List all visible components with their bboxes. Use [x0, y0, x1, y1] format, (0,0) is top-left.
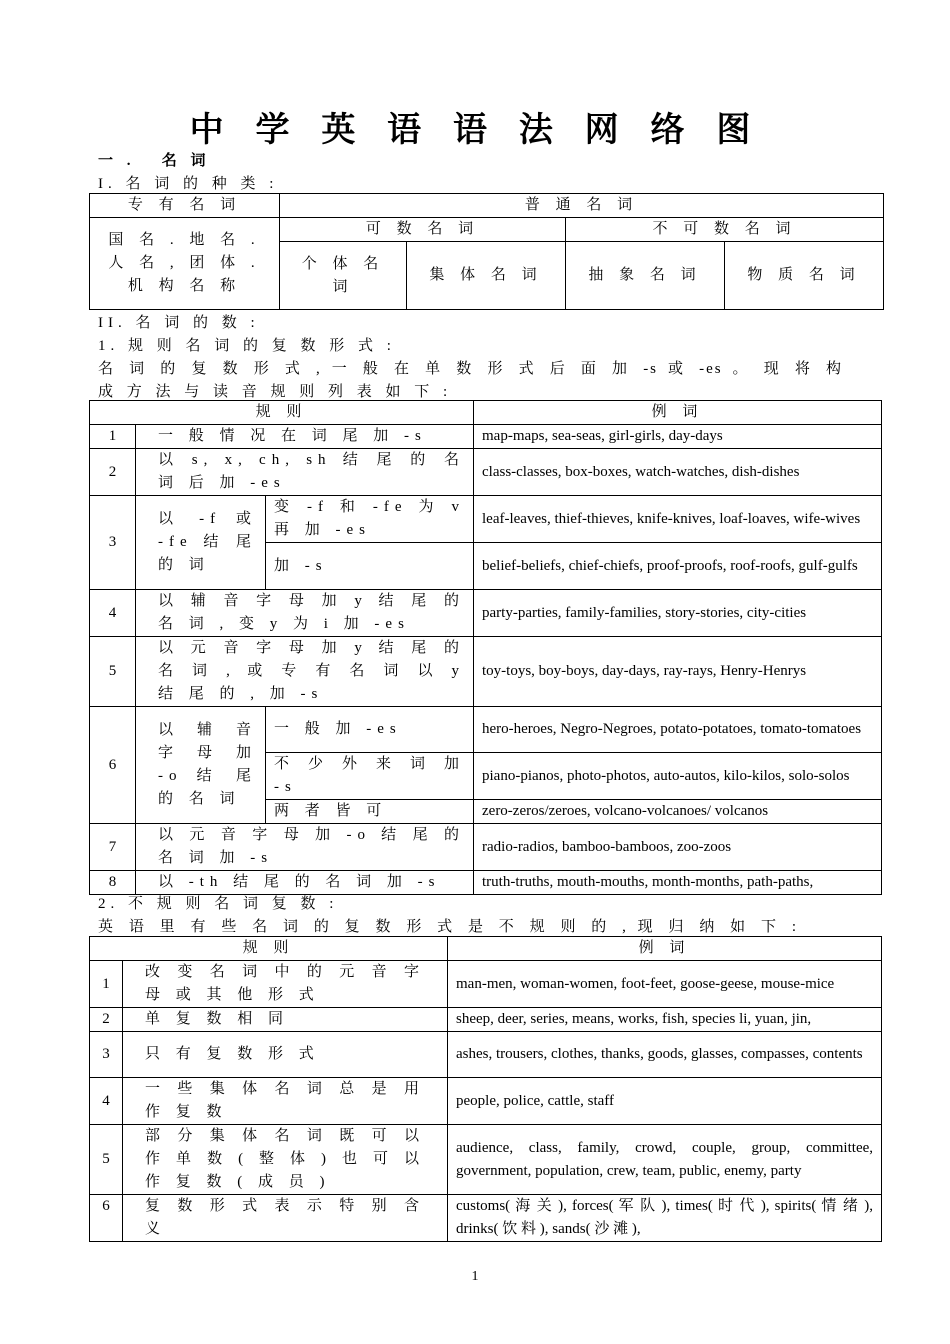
example-text: map-maps, sea-seas, girl-girls, day-days: [474, 425, 882, 449]
table-row: [90, 1032, 882, 1078]
example-text: sheep, deer, series, means, works, fish, species li, yuan, jin,: [448, 1008, 882, 1032]
section-heading-nouns: [98, 149, 211, 170]
example-text: truth-truths, mouth-mouths, month-months, path-paths,: [474, 871, 882, 895]
row-number: 4: [90, 1078, 123, 1125]
rule-text: 以 元 音 字 母 加 -o 结 尾 的 名 词 加 -s: [136, 824, 474, 871]
row-number: 2: [90, 449, 136, 496]
table-row: [90, 824, 882, 871]
rule-text: 一 些 集 体 名 词 总 是 用 作 复 数: [123, 1078, 448, 1125]
example-text: people, police, cattle, staff: [448, 1078, 882, 1125]
example-text: audience, class, family, crowd, couple, group, committee, government, population, crew, team, public, enemy, party: [448, 1125, 882, 1195]
rule-text: 一 般 情 况 在 词 尾 加 -s: [136, 425, 474, 449]
row-number: 1: [90, 961, 123, 1008]
rule-text: 以 -f 或 -fe 结 尾 的 词: [136, 496, 266, 590]
sub-rule-text: 变 -f 和 -fe 为 v 再 加 -es: [266, 496, 474, 543]
example-column-header: 例 词: [448, 937, 882, 961]
example-text: toy-toys, boy-boys, day-days, ray-rays, Henry-Henrys: [474, 637, 882, 707]
irregular-plural-table: [89, 936, 882, 1242]
example-column-header: 例 词: [474, 401, 882, 425]
example-text: belief-beliefs, chief-chiefs, proof-proofs, roof-roofs, gulf-gulfs: [474, 543, 882, 590]
row-number: 3: [90, 496, 136, 590]
rule-column-header: 规 则: [90, 401, 474, 425]
table-row: [90, 961, 882, 1008]
regular-intro-line-1: 名 词 的 复 数 形 式 , 一 般 在 单 数 形 式 后 面 加 -s 或 -es 。 现 将 构: [98, 361, 843, 377]
uncountable-noun-header: 不 可 数 名 词: [566, 218, 884, 242]
material-noun: 物 质 名 词: [725, 242, 884, 310]
table-row: [90, 1008, 882, 1032]
table-row: [90, 449, 882, 496]
rule-column-header: 规 则: [90, 937, 448, 961]
example-text: man-men, woman-women, foot-feet, goose-geese, mouse-mice: [448, 961, 882, 1008]
sub-rule-text: 不 少 外 来 词 加 -s: [266, 753, 474, 800]
regular-plural-heading: 1. 规 则 名 词 的 复 数 形 式 :: [98, 338, 396, 354]
kinds-heading: I. 名 词 的 种 类 :: [98, 176, 279, 192]
common-noun-header: 普 通 名 词: [280, 194, 884, 218]
row-number: 6: [90, 1195, 123, 1242]
table-row: [90, 1125, 882, 1195]
abstract-noun: 抽 象 名 词: [566, 242, 725, 310]
example-text: radio-radios, bamboo-bamboos, zoo-zoos: [474, 824, 882, 871]
row-number: 3: [90, 1032, 123, 1078]
rule-text: 只 有 复 数 形 式: [123, 1032, 448, 1078]
table-row: [90, 496, 882, 543]
table-row: [90, 1195, 882, 1242]
rule-text: 部 分 集 体 名 词 既 可 以 作 单 数 ( 整 体 ) 也 可 以 作 复 数 ( 成 员 ): [123, 1125, 448, 1195]
proper-noun-description: 国 名 . 地 名 . 人 名 , 团 体 . 机 构 名 称: [90, 218, 280, 310]
example-text: leaf-leaves, thief-thieves, knife-knives, loaf-loaves, wife-wives: [474, 496, 882, 543]
example-text: class-classes, box-boxes, watch-watches, dish-dishes: [474, 449, 882, 496]
countable-noun-header: 可 数 名 词: [280, 218, 566, 242]
row-number: 5: [90, 637, 136, 707]
row-number: 8: [90, 871, 136, 895]
rule-text: 以 -th 结 尾 的 名 词 加 -s: [136, 871, 474, 895]
individual-noun: 个 体 名 词: [280, 242, 407, 310]
rule-text: 改 变 名 词 中 的 元 音 字 母 或 其 他 形 式: [123, 961, 448, 1008]
example-text: party-parties, family-families, story-stories, city-cities: [474, 590, 882, 637]
number-heading: II. 名 词 的 数 :: [98, 315, 260, 331]
rule-text: 以 辅 音 字 母 加 -o 结 尾 的 名 词: [136, 707, 266, 824]
irregular-plural-heading: 2. 不 规 则 名 词 复 数 :: [98, 896, 339, 912]
example-text: hero-heroes, Negro-Negroes, potato-potatoes, tomato-tomatoes: [474, 707, 882, 753]
regular-plural-table: [89, 400, 882, 895]
sub-rule-text: 加 -s: [266, 543, 474, 590]
page-number: 1: [471, 1269, 479, 1284]
regular-intro-line-2: 成 方 法 与 读 音 规 则 列 表 如 下 :: [98, 384, 453, 400]
page-title: 中 学 英 语 语 法 网 络 图: [189, 110, 761, 150]
collective-noun: 集 体 名 词: [407, 242, 566, 310]
section-number: 一 .: [98, 153, 136, 169]
sub-rule-text: 一 般 加 -es: [266, 707, 474, 753]
row-number: 4: [90, 590, 136, 637]
row-number: 5: [90, 1125, 123, 1195]
example-text: customs( 海 关 ), forces( 军 队 ), times( 时 代 ), spirits( 情 绪 ), drinks( 饮 料 ), sands( 沙 滩 ),: [448, 1195, 882, 1242]
rule-text: 以 元 音 字 母 加 y 结 尾 的 名 词 , 或 专 有 名 词 以 y 结 尾 的 , 加 -s: [136, 637, 474, 707]
row-number: 7: [90, 824, 136, 871]
example-text: ashes, trousers, clothes, thanks, goods, glasses, compasses, contents: [448, 1032, 882, 1078]
proper-noun-header: 专 有 名 词: [90, 194, 280, 218]
example-text: zero-zeros/zeroes, volcano-volcanoes/ volcanos: [474, 800, 882, 824]
row-number: 2: [90, 1008, 123, 1032]
rule-text: 复 数 形 式 表 示 特 别 含 义: [123, 1195, 448, 1242]
table-row: [90, 637, 882, 707]
table-row: [90, 1078, 882, 1125]
rule-text: 单 复 数 相 同: [123, 1008, 448, 1032]
table-row: [90, 707, 882, 753]
table-row: [90, 590, 882, 637]
table-row: [90, 425, 882, 449]
table-row: [90, 871, 882, 895]
rule-text: 以 辅 音 字 母 加 y 结 尾 的 名 词 , 变 y 为 i 加 -es: [136, 590, 474, 637]
sub-rule-text: 两 者 皆 可: [266, 800, 474, 824]
section-name: 名 词: [161, 153, 211, 169]
example-text: piano-pianos, photo-photos, auto-autos, kilo-kilos, solo-solos: [474, 753, 882, 800]
noun-kinds-table: [89, 193, 884, 310]
rule-text: 以 s, x, ch, sh 结 尾 的 名 词 后 加 -es: [136, 449, 474, 496]
row-number: 6: [90, 707, 136, 824]
row-number: 1: [90, 425, 136, 449]
irregular-intro: 英 语 里 有 些 名 词 的 复 数 形 式 是 不 规 则 的 , 现 归 纳 如 下 :: [98, 919, 798, 935]
